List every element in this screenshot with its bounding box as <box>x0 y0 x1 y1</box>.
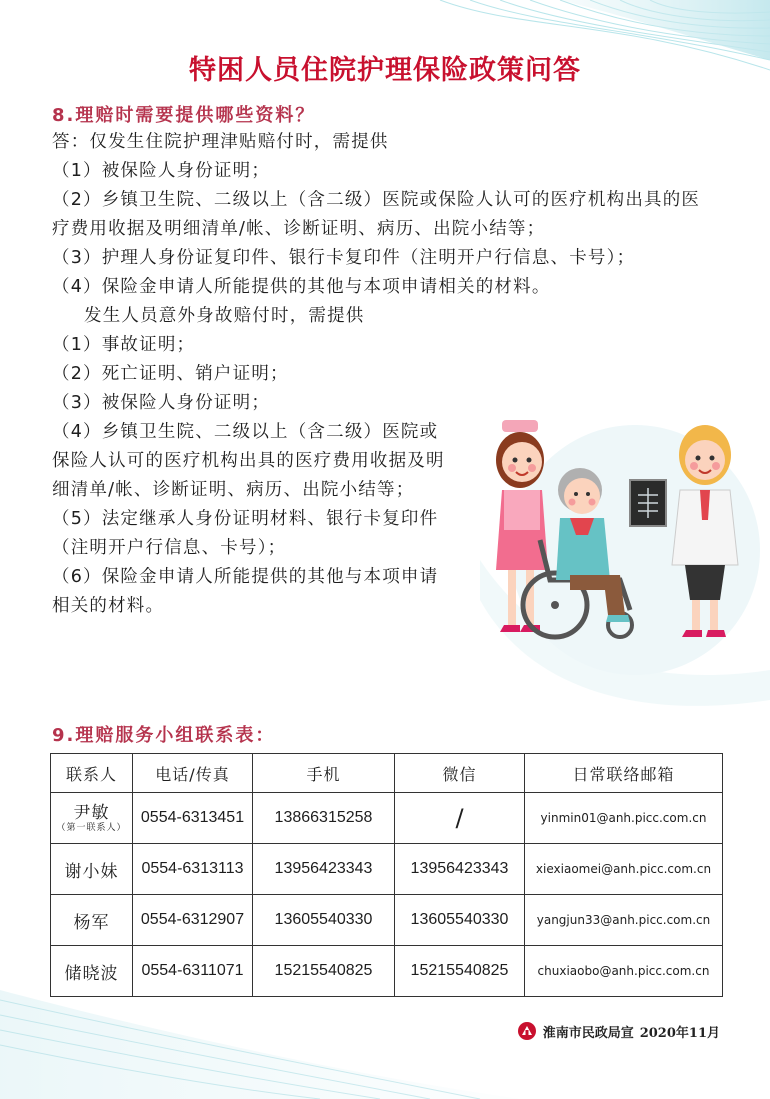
footer-issuer: 淮南市民政局宣 <box>542 1025 634 1041</box>
wechat-cell: 15215540825 <box>395 946 525 997</box>
column-header-mobile: 手机 <box>253 754 395 793</box>
email-cell: yangjun33@anh.picc.com.cn <box>525 895 723 946</box>
answer-intro: 答：仅发生住院护理津贴赔付时，需提供 <box>52 132 389 152</box>
column-header-contact: 联系人 <box>51 754 133 793</box>
mobile-cell: 15215540825 <box>253 946 395 997</box>
wechat-cell: / <box>395 793 525 844</box>
column-header-phone: 电话/传真 <box>133 754 253 793</box>
death-item-1: （1）事故证明； <box>52 335 196 355</box>
phone-cell: 0554-6312907 <box>133 895 253 946</box>
death-item-6: （6）保险金申请人所能提供的其他与本项申请相关的材料。 <box>52 567 439 616</box>
footer <box>517 1021 720 1041</box>
column-header-wechat: 微信 <box>395 754 525 793</box>
hospital-item-2: （2）乡镇卫生院、二级以上（含二级）医院或保险人认可的医疗机构出具的医疗费用收据及明细清单/帐、诊断证明、病历、出院小结等； <box>52 190 701 239</box>
column-header-email: 日常联络邮箱 <box>525 754 723 793</box>
wechat-cell: 13605540330 <box>395 895 525 946</box>
contact-name: 杨军 <box>51 895 133 946</box>
hospital-item-3: （3）护理人身份证复印件、银行卡复印件（注明开户行信息、卡号）； <box>52 248 636 268</box>
death-item-5: （5）法定继承人身份证明材料、银行卡复印件（注明开户行信息、卡号）； <box>52 509 439 558</box>
primary-contact-note: （第一联系人） <box>56 822 127 833</box>
footer-date: 2020年11月 <box>639 1025 720 1041</box>
section-8-heading: 8.理赔时需要提供哪些资料？ <box>52 105 316 126</box>
hospital-item-4: （4）保险金申请人所能提供的其他与本项申请相关的材料。 <box>52 277 551 297</box>
contact-name: 储晓波 <box>51 946 133 997</box>
email-cell: chuxiaobo@anh.picc.com.cn <box>525 946 723 997</box>
civil-affairs-logo-icon <box>517 1021 537 1041</box>
death-item-4: （4）乡镇卫生院、二级以上（含二级）医院或保险人认可的医疗机构出具的医疗费用收据及明细清单/帐、诊断证明、病历、出院小结等； <box>52 422 445 500</box>
mobile-cell: 13866315258 <box>253 793 395 844</box>
table-row <box>51 946 723 997</box>
death-item-2: （2）死亡证明、销户证明； <box>52 364 289 384</box>
care-illustration <box>480 400 760 680</box>
email-cell: yinmin01@anh.picc.com.cn <box>525 793 723 844</box>
contact-table <box>50 753 723 997</box>
mobile-cell: 13956423343 <box>253 844 395 895</box>
wechat-cell: 13956423343 <box>395 844 525 895</box>
section-9-heading: 9.理赔服务小组联系表： <box>52 725 276 746</box>
table-header-row <box>51 754 723 793</box>
xray-board <box>630 480 666 526</box>
table-row <box>51 844 723 895</box>
contact-name: 尹敏 <box>73 802 110 823</box>
hospital-item-1: （1）被保险人身份证明； <box>52 161 271 181</box>
death-intro: 发生人员意外身故赔付时，需提供 <box>84 306 365 326</box>
table-row <box>51 793 723 844</box>
death-item-3: （3）被保险人身份证明； <box>52 393 271 413</box>
phone-cell: 0554-6313113 <box>133 844 253 895</box>
page-title: 特困人员住院护理保险政策问答 <box>189 55 581 86</box>
contact-name: 谢小妹 <box>51 844 133 895</box>
email-cell: xiexiaomei@anh.picc.com.cn <box>525 844 723 895</box>
phone-cell: 0554-6313451 <box>133 793 253 844</box>
phone-cell: 0554-6311071 <box>133 946 253 997</box>
contact-name-cell <box>51 793 133 844</box>
mobile-cell: 13605540330 <box>253 895 395 946</box>
table-row <box>51 895 723 946</box>
